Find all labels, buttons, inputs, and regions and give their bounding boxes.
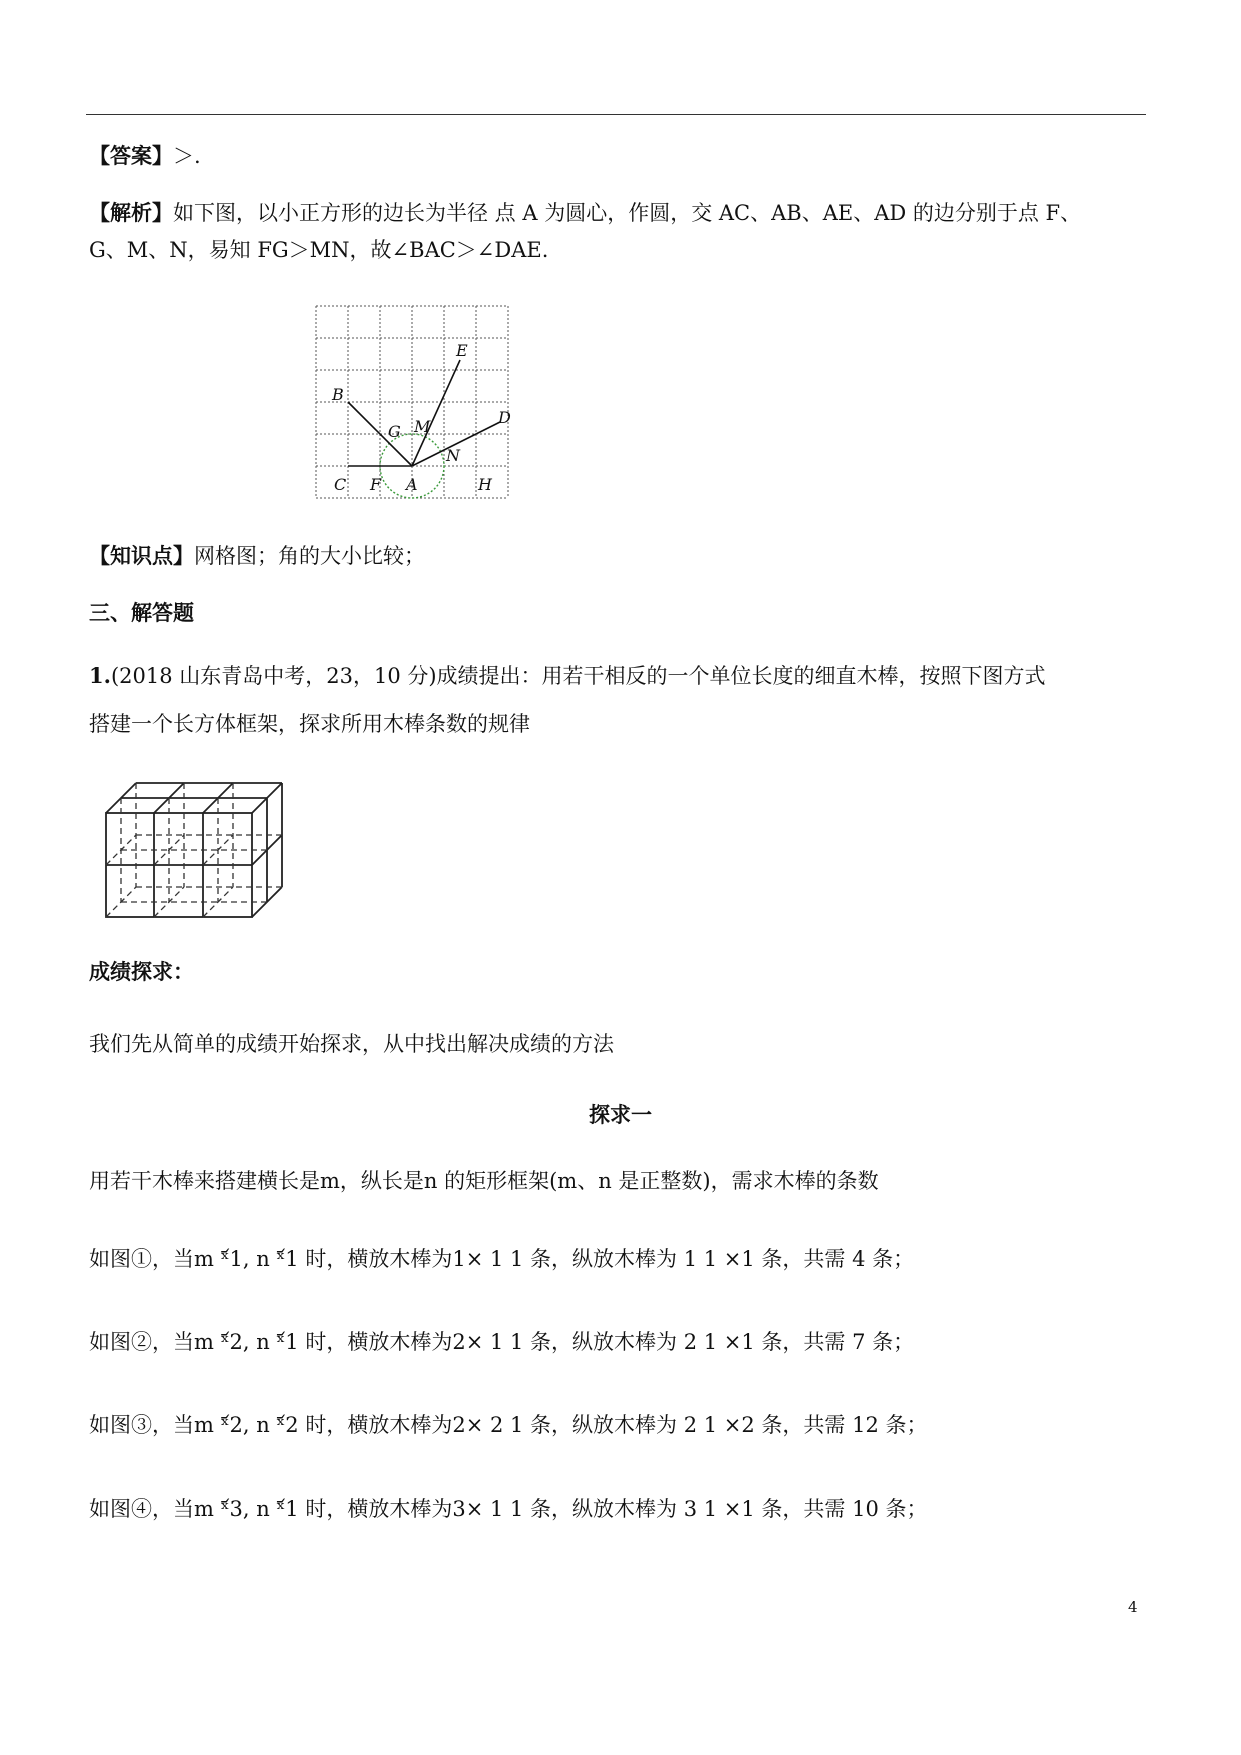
angle-rays (348, 360, 500, 466)
knowledge-text: 网格图；角的大小比较； (194, 544, 425, 568)
label-M: M (414, 417, 431, 436)
explore-intro: 我们先从简单的成绩开始探求，从中找出解决成绩的方法 (89, 1032, 614, 1056)
label-F: F (370, 475, 382, 494)
label-C: C (334, 475, 347, 494)
header-rule (86, 114, 1146, 115)
knowledge-line (89, 541, 425, 571)
knowledge-tag: 【知识点】 (89, 543, 194, 568)
cuboid-hidden-edges (106, 783, 282, 917)
analysis-line-1 (89, 198, 1081, 228)
task-line: 用若干木棒来搭建横长是m，纵长是n 的矩形框架(m、n 是正整数)，需求木棒的条数 (89, 1169, 879, 1193)
case-line-3: 如图③，当m ˣ᷄2, n ˣ᷄2 时，横放木棒为2× 2 1 条，纵放木棒为 2 1 ×2 条，共需 12 条； (89, 1413, 928, 1437)
answer-line (89, 141, 201, 171)
case-line-2: 如图②，当m ˣ᷄2, n ˣ᷄1 时，横放木棒为2× 1 1 条，纵放木棒为 2 1 ×1 条，共需 7 条； (89, 1330, 915, 1354)
label-G: G (388, 422, 401, 441)
problem-number: 1. (89, 663, 111, 688)
grid-angle-figure (310, 300, 520, 505)
page-number: 4 (1128, 1598, 1138, 1616)
grid-lines (316, 306, 508, 498)
explore-heading: 成绩探求： (89, 959, 194, 984)
sub-heading: 探求一 (589, 1102, 652, 1127)
problem-text-1: (2018 山东青岛中考，23，10 分)成绩提出：用若干相反的一个单位长度的细直木棒，按照下图方式 (110, 664, 1046, 688)
answer-tag: 【答案】 (89, 143, 173, 168)
case-line-4: 如图④，当m ˣ᷄3, n ˣ᷄1 时，横放木棒为3× 1 1 条，纵放木棒为 3 1 ×1 条，共需 10 条； (89, 1497, 928, 1521)
problem-line-2: 搭建一个长方体框架，探求所用木棒条数的规律 (89, 712, 530, 736)
label-B: B (332, 385, 344, 404)
analysis-line-2: G、M、N，易知 FG＞MN，故∠BAC＞∠DAE. (89, 238, 549, 262)
label-E: E (456, 341, 468, 360)
analysis-text-1: 如下图，以小正方形的边长为半径 点 A 为圆心，作圆，交 AC、AB、AE、AD 的边分别于点 F、 (173, 201, 1082, 225)
label-N: N (446, 446, 460, 465)
cuboid-frame-figure (100, 775, 300, 925)
label-D: D (498, 408, 511, 427)
answer-text: ＞. (173, 144, 201, 168)
label-A: A (406, 475, 418, 494)
analysis-tag: 【解析】 (89, 200, 173, 225)
section-title: 三、解答题 (89, 600, 194, 625)
problem-line-1 (89, 661, 1046, 691)
label-H: H (478, 475, 492, 494)
case-line-1: 如图①，当m ˣ᷄1, n ˣ᷄1 时，横放木棒为1× 1 1 条，纵放木棒为 1 1 ×1 条，共需 4 条； (89, 1247, 915, 1271)
